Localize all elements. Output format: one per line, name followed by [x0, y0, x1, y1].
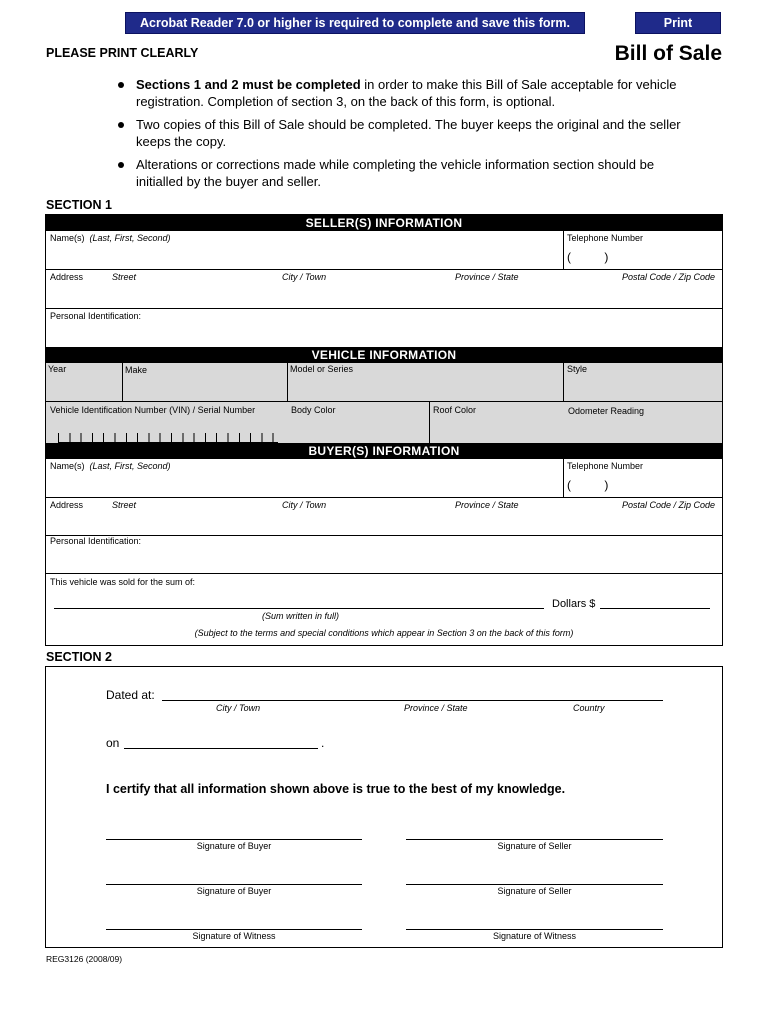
roof-color-label: Roof Color — [433, 405, 477, 415]
divider — [46, 573, 722, 574]
buyer-personal-id-label: Personal Identification: — [50, 536, 142, 546]
dollars-amount-line[interactable] — [600, 608, 710, 609]
bullet-icon — [118, 122, 124, 128]
buyer-signature-line[interactable] — [106, 839, 362, 840]
street-label: Street — [112, 500, 137, 510]
seller-personal-id-label: Personal Identification: — [50, 311, 142, 321]
buyer-signature-label: Signature of Buyer — [196, 841, 272, 851]
instruction-item — [112, 156, 692, 190]
model-label: Model or Series — [290, 364, 354, 374]
section1-box — [45, 214, 723, 646]
bullet-icon — [118, 82, 124, 88]
instruction-bold: Sections 1 and 2 must be completed — [136, 77, 361, 92]
dated-country-label: Country — [573, 703, 605, 713]
section2-box — [45, 666, 723, 948]
instruction-item — [112, 116, 692, 150]
witness-signature-line-2[interactable] — [406, 929, 663, 930]
witness-signature-label-2: Signature of Witness — [492, 931, 577, 941]
buyer-address-label: Address — [50, 500, 84, 510]
buyer-names-label: Name(s) (Last, First, Second) — [50, 461, 171, 471]
city-label: City / Town — [282, 272, 327, 282]
date-line[interactable] — [124, 748, 318, 749]
dated-province-label: Province / State — [404, 703, 468, 713]
instruction-text: Two copies of this Bill of Sale should be completed. The buyer keeps the original and the seller keeps the copy. — [136, 117, 681, 149]
sum-hint: (Sum written in full) — [262, 611, 340, 621]
postal-label: Postal Code / Zip Code — [622, 272, 716, 282]
instructions-list — [112, 76, 692, 196]
vehicle-row-1 — [46, 363, 722, 401]
dated-at-line[interactable] — [162, 700, 663, 701]
seller-phone-label: Telephone Number — [567, 233, 644, 243]
seller-phone-field[interactable]: ( ) — [567, 250, 609, 264]
body-color-label: Body Color — [291, 405, 336, 415]
odometer-label: Odometer Reading — [568, 406, 645, 416]
seller-names-label: Name(s) (Last, First, Second) — [50, 233, 171, 243]
vin-label: Vehicle Identification Number (VIN) / Serial Number — [50, 405, 256, 415]
acrobat-notice-banner: Acrobat Reader 7.0 or higher is required to complete and save this form. — [125, 12, 585, 34]
seller-heading: SELLER(S) INFORMATION — [46, 215, 722, 231]
section2-heading: SECTION 2 — [46, 650, 112, 664]
dollars-label: Dollars $ — [552, 598, 596, 610]
buyer-phone-field[interactable]: ( ) — [567, 478, 609, 492]
year-label: Year — [48, 364, 67, 374]
divider — [46, 535, 722, 536]
instruction-text: in order to make this Bill of Sale acceptable for vehicle registration. Completion of section 3, on the back of this form, is optional. — [136, 77, 677, 109]
street-label: Street — [112, 272, 137, 282]
buyer-signature-line-2[interactable] — [106, 884, 362, 885]
page-title: Bill of Sale — [614, 42, 722, 65]
sold-for-label: This vehicle was sold for the sum of: — [50, 577, 196, 587]
divider — [563, 459, 564, 497]
buyer-phone-label: Telephone Number — [567, 461, 644, 471]
divider — [46, 308, 722, 309]
style-label: Style — [567, 364, 588, 374]
form-code: REG3126 (2008/09) — [46, 954, 123, 964]
dated-at-label: Dated at: — [106, 688, 155, 702]
witness-signature-label: Signature of Witness — [192, 931, 276, 941]
seller-signature-line[interactable] — [406, 839, 663, 840]
bullet-icon — [118, 162, 124, 168]
instruction-text: Alterations or corrections made while completing the vehicle information section should be initialled by the buyer and seller. — [136, 157, 655, 189]
city-label: City / Town — [282, 500, 327, 510]
certify-statement: I certify that all information shown above is true to the best of my knowledge. — [106, 782, 566, 796]
divider — [46, 497, 722, 498]
buyer-signature-label-2: Signature of Buyer — [196, 886, 272, 896]
subject-note: (Subject to the terms and special conditions which appear in Section 3 on the back of this form) — [194, 628, 574, 638]
postal-label: Postal Code / Zip Code — [622, 500, 716, 510]
divider — [46, 269, 722, 270]
divider — [429, 402, 430, 443]
please-print-note: PLEASE PRINT CLEARLY — [46, 46, 199, 60]
section1-heading: SECTION 1 — [46, 198, 112, 212]
instruction-item — [112, 76, 692, 110]
make-label: Make — [125, 365, 148, 375]
divider — [563, 231, 564, 269]
sum-written-line[interactable] — [54, 608, 544, 609]
buyer-heading: BUYER(S) INFORMATION — [46, 443, 722, 459]
dated-city-label: City / Town — [216, 703, 261, 713]
divider — [122, 363, 123, 401]
seller-signature-label-2: Signature of Seller — [497, 886, 572, 896]
seller-signature-label: Signature of Seller — [497, 841, 572, 851]
print-button[interactable]: Print — [635, 12, 721, 34]
seller-address-label: Address — [50, 272, 84, 282]
vin-entry-ticks[interactable] — [58, 433, 278, 443]
seller-signature-line-2[interactable] — [406, 884, 663, 885]
vehicle-heading: VEHICLE INFORMATION — [46, 347, 722, 363]
province-label: Province / State — [455, 272, 519, 282]
witness-signature-line[interactable] — [106, 929, 362, 930]
date-period: . — [321, 736, 325, 750]
on-label: on — [106, 736, 120, 750]
province-label: Province / State — [455, 500, 519, 510]
